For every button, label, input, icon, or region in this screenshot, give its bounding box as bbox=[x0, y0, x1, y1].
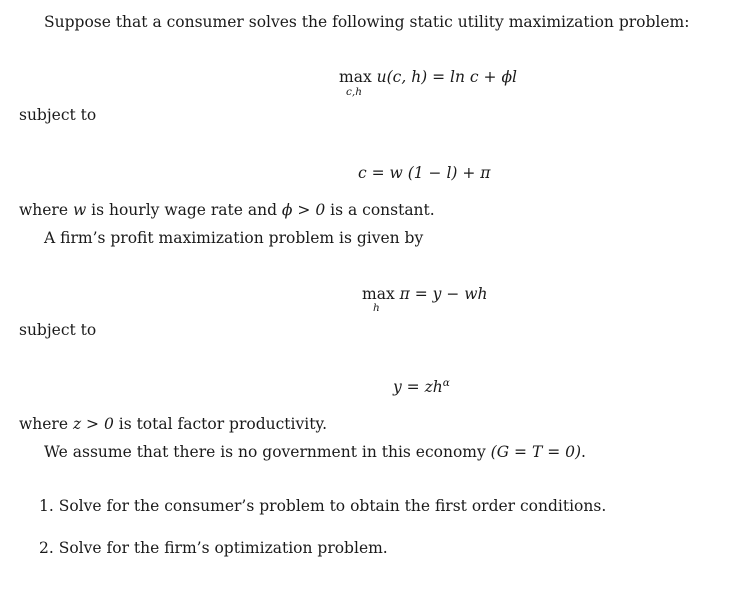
question-number: 2. bbox=[39, 539, 54, 557]
question-item bbox=[39, 539, 388, 558]
production-base: y = zh bbox=[393, 378, 443, 396]
government-assumption-suffix: . bbox=[581, 443, 586, 461]
subject-to-label: subject to bbox=[19, 106, 97, 124]
z-condition: z > 0 bbox=[72, 415, 114, 433]
profit-function: π = y − wh bbox=[399, 285, 488, 303]
wage-definition-middle: is hourly wage rate and bbox=[86, 201, 282, 219]
tfp-definition bbox=[19, 415, 327, 434]
tfp-definition-suffix: is total factor productivity. bbox=[113, 415, 328, 433]
question-text: Solve for the consumer’s problem to obtain the first order conditions. bbox=[58, 497, 607, 515]
wage-symbol: w bbox=[72, 201, 87, 219]
max-subscript: h bbox=[373, 302, 380, 314]
alpha-exponent: α bbox=[442, 377, 450, 390]
profit-equation bbox=[362, 285, 488, 304]
subject-to-label: subject to bbox=[19, 321, 97, 339]
question-text: Solve for the firm’s optimization problem. bbox=[58, 539, 388, 557]
wage-definition-prefix: where bbox=[19, 201, 73, 219]
firm-paragraph: A firm’s profit maximization problem is given by bbox=[44, 229, 424, 247]
max-subscript: c,h bbox=[346, 86, 362, 98]
tfp-definition-prefix: where bbox=[19, 415, 73, 433]
question-number: 1. bbox=[39, 497, 54, 515]
max-operator: max bbox=[339, 68, 372, 86]
wage-definition bbox=[19, 201, 435, 220]
government-equation: (G = T = 0) bbox=[490, 443, 582, 461]
government-assumption-text: We assume that there is no government in this economy bbox=[44, 443, 491, 461]
question-item bbox=[39, 497, 606, 516]
budget-constraint-equation: c = w (1 − l) + π bbox=[358, 164, 491, 182]
utility-function: u(c, h) = ln c + ϕl bbox=[376, 68, 517, 86]
government-assumption bbox=[44, 443, 586, 462]
intro-paragraph: Suppose that a consumer solves the following static utility maximization problem: bbox=[44, 13, 690, 31]
utility-equation bbox=[339, 68, 517, 87]
production-function-equation bbox=[393, 378, 450, 397]
wage-definition-suffix: is a constant. bbox=[325, 201, 435, 219]
phi-condition: ϕ > 0 bbox=[281, 201, 326, 219]
max-operator: max bbox=[362, 285, 395, 303]
